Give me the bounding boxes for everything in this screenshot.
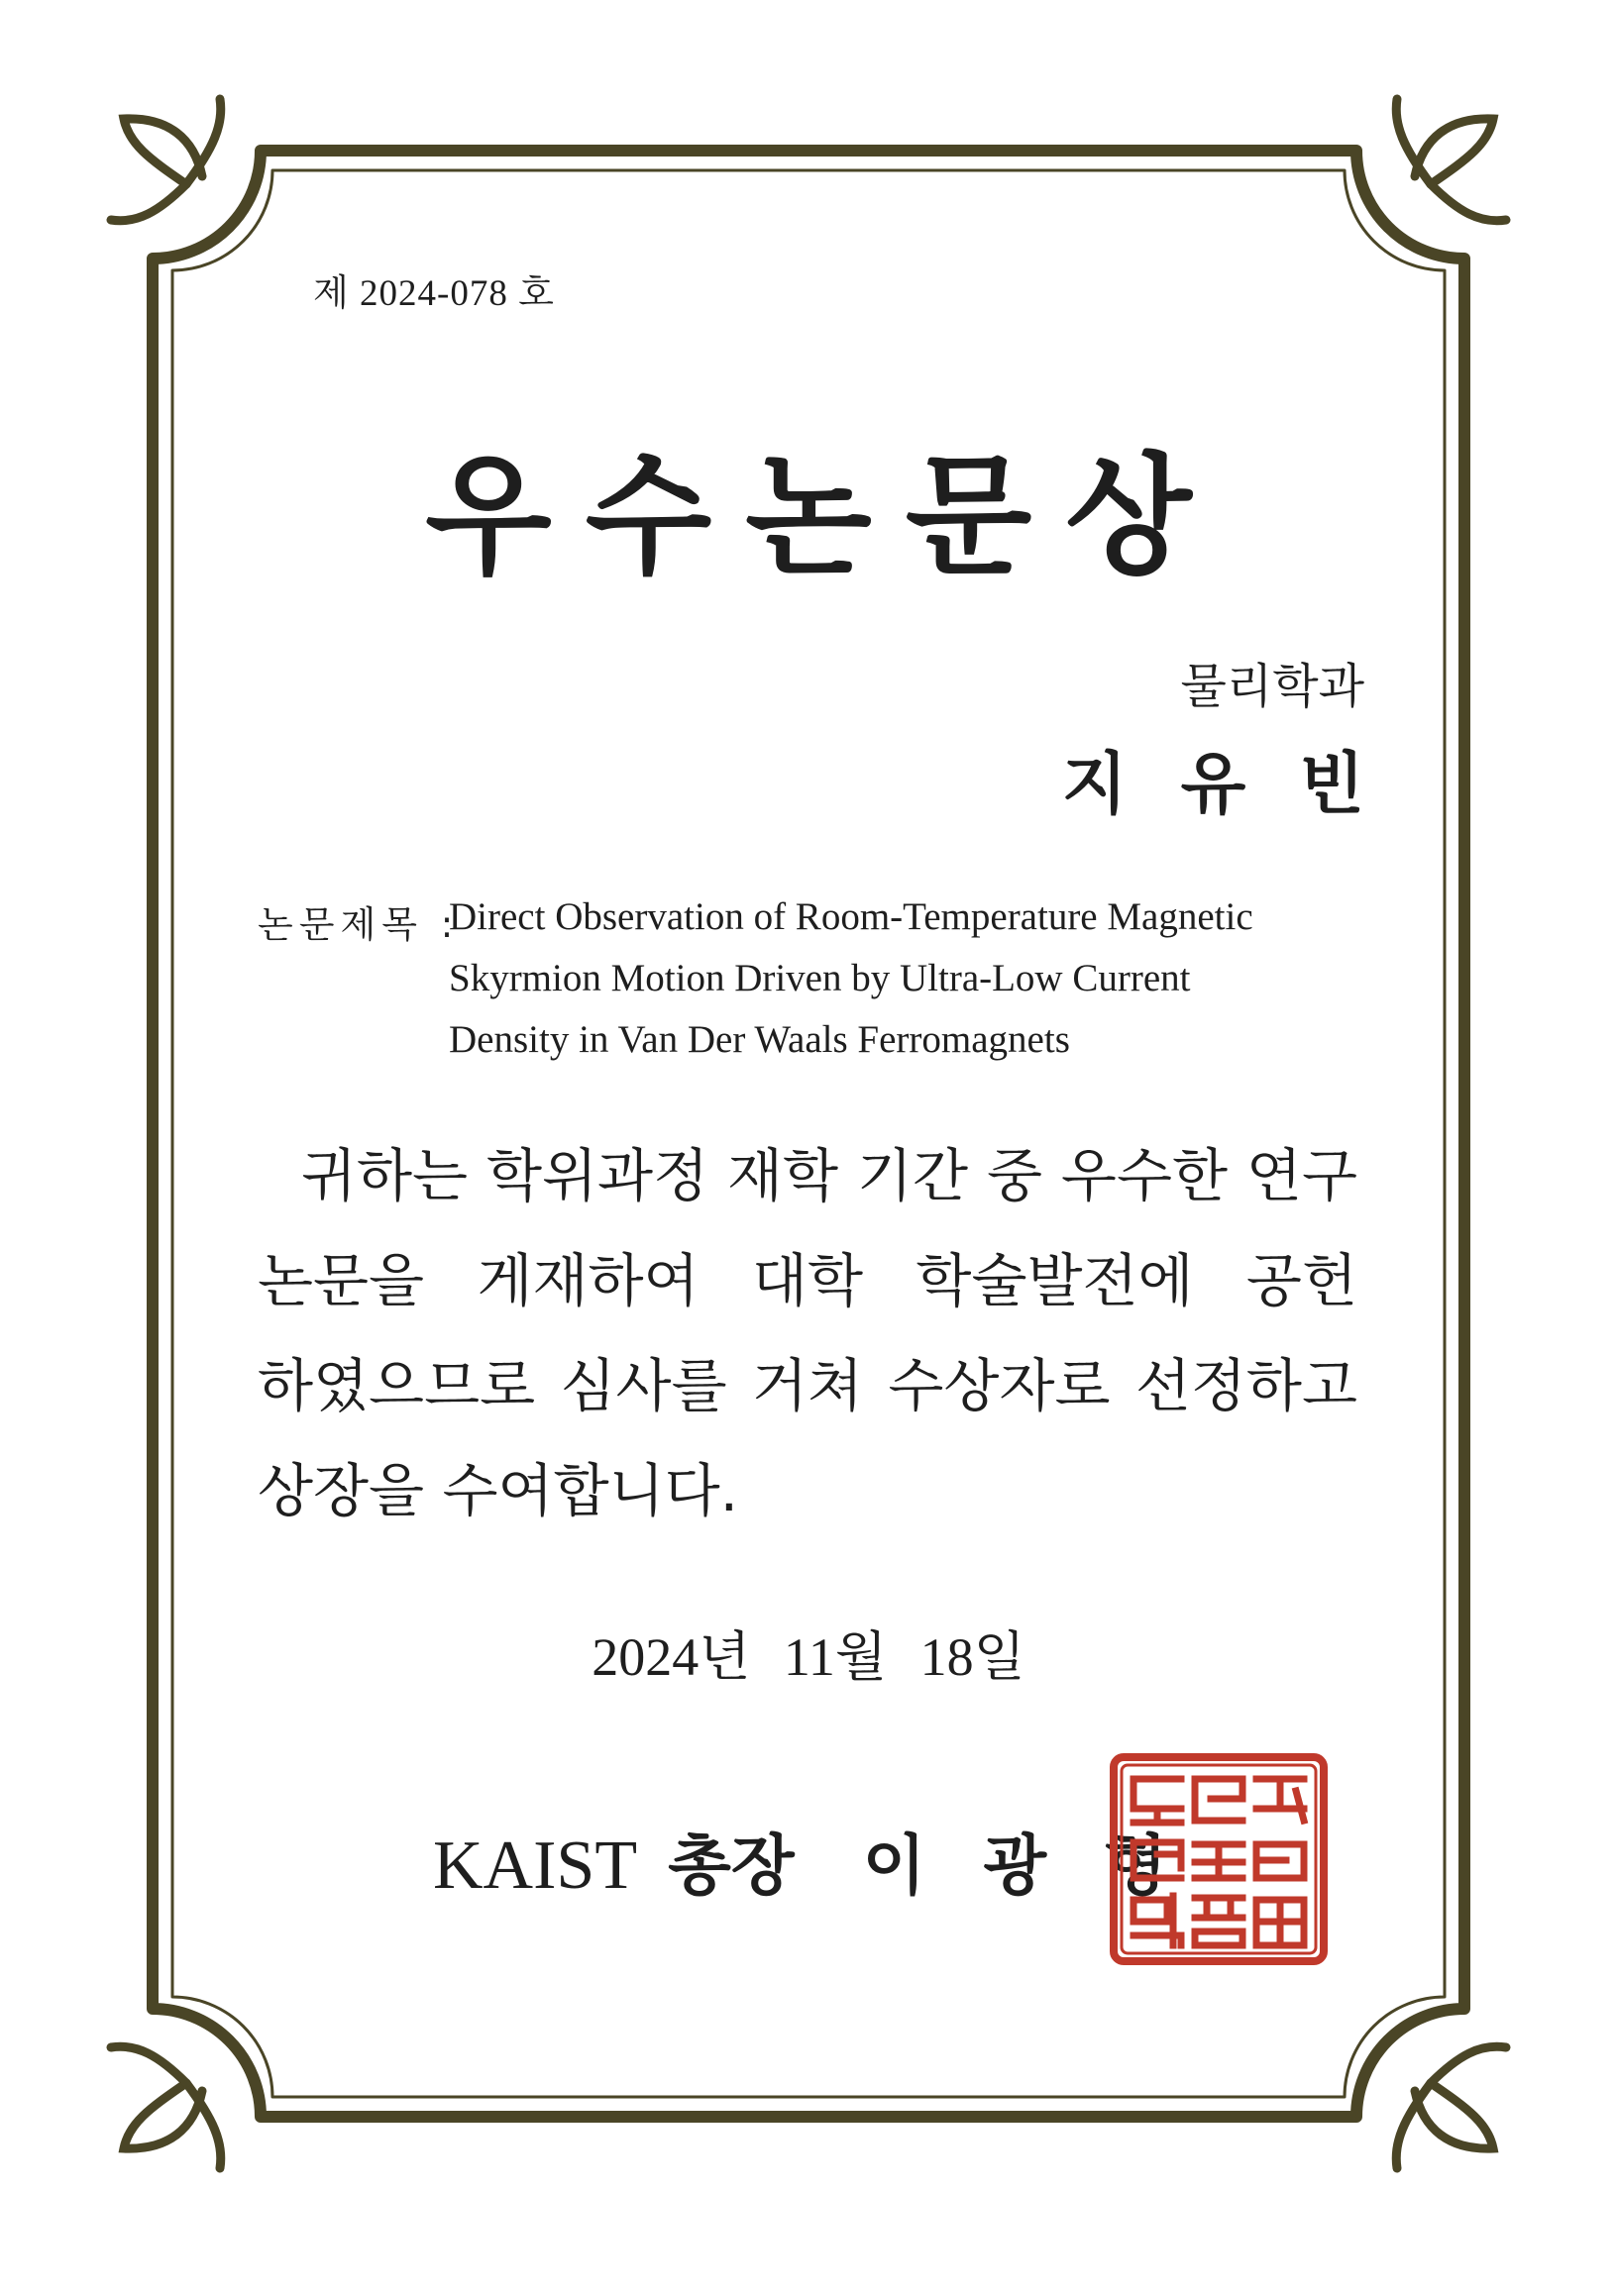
citation-line: 상장을 수여합니다. bbox=[258, 1457, 739, 1524]
citation-line: 귀하는 학위과정 재학 기간 중 우수한 연구 bbox=[301, 1142, 1357, 1209]
paper-title-line: Skyrmion Motion Driven by Ultra-Low Current bbox=[449, 957, 1191, 999]
issuer-signature-line bbox=[433, 1813, 1225, 1907]
paper-title-label: 논문제목 : bbox=[258, 903, 460, 946]
issuer-organization: KAIST bbox=[433, 1827, 638, 1904]
citation-line: 논문을 게재하여 대학 학술발전에 공헌 bbox=[258, 1247, 1357, 1314]
issuer-name: 이광형 bbox=[862, 1827, 1225, 1904]
recipient-department: 물리학과 bbox=[1180, 659, 1364, 714]
paper-title-line: Direct Observation of Room-Temperature Magnetic bbox=[449, 895, 1253, 938]
certificate-number: 제 2024-078 호 bbox=[313, 273, 555, 314]
award-title: 우수논문상 bbox=[425, 441, 1226, 593]
issuer-position: 총장 bbox=[668, 1827, 795, 1904]
official-seal bbox=[1108, 1751, 1330, 1967]
citation-line: 하였으므로 심사를 거쳐 수상자로 선정하고 bbox=[258, 1352, 1357, 1419]
recipient-name: 지유빈 bbox=[1061, 746, 1418, 824]
issue-date: 2024년 11월 18일 bbox=[592, 1627, 1025, 1687]
paper-title-line: Density in Van Der Waals Ferromagnets bbox=[449, 1018, 1070, 1061]
